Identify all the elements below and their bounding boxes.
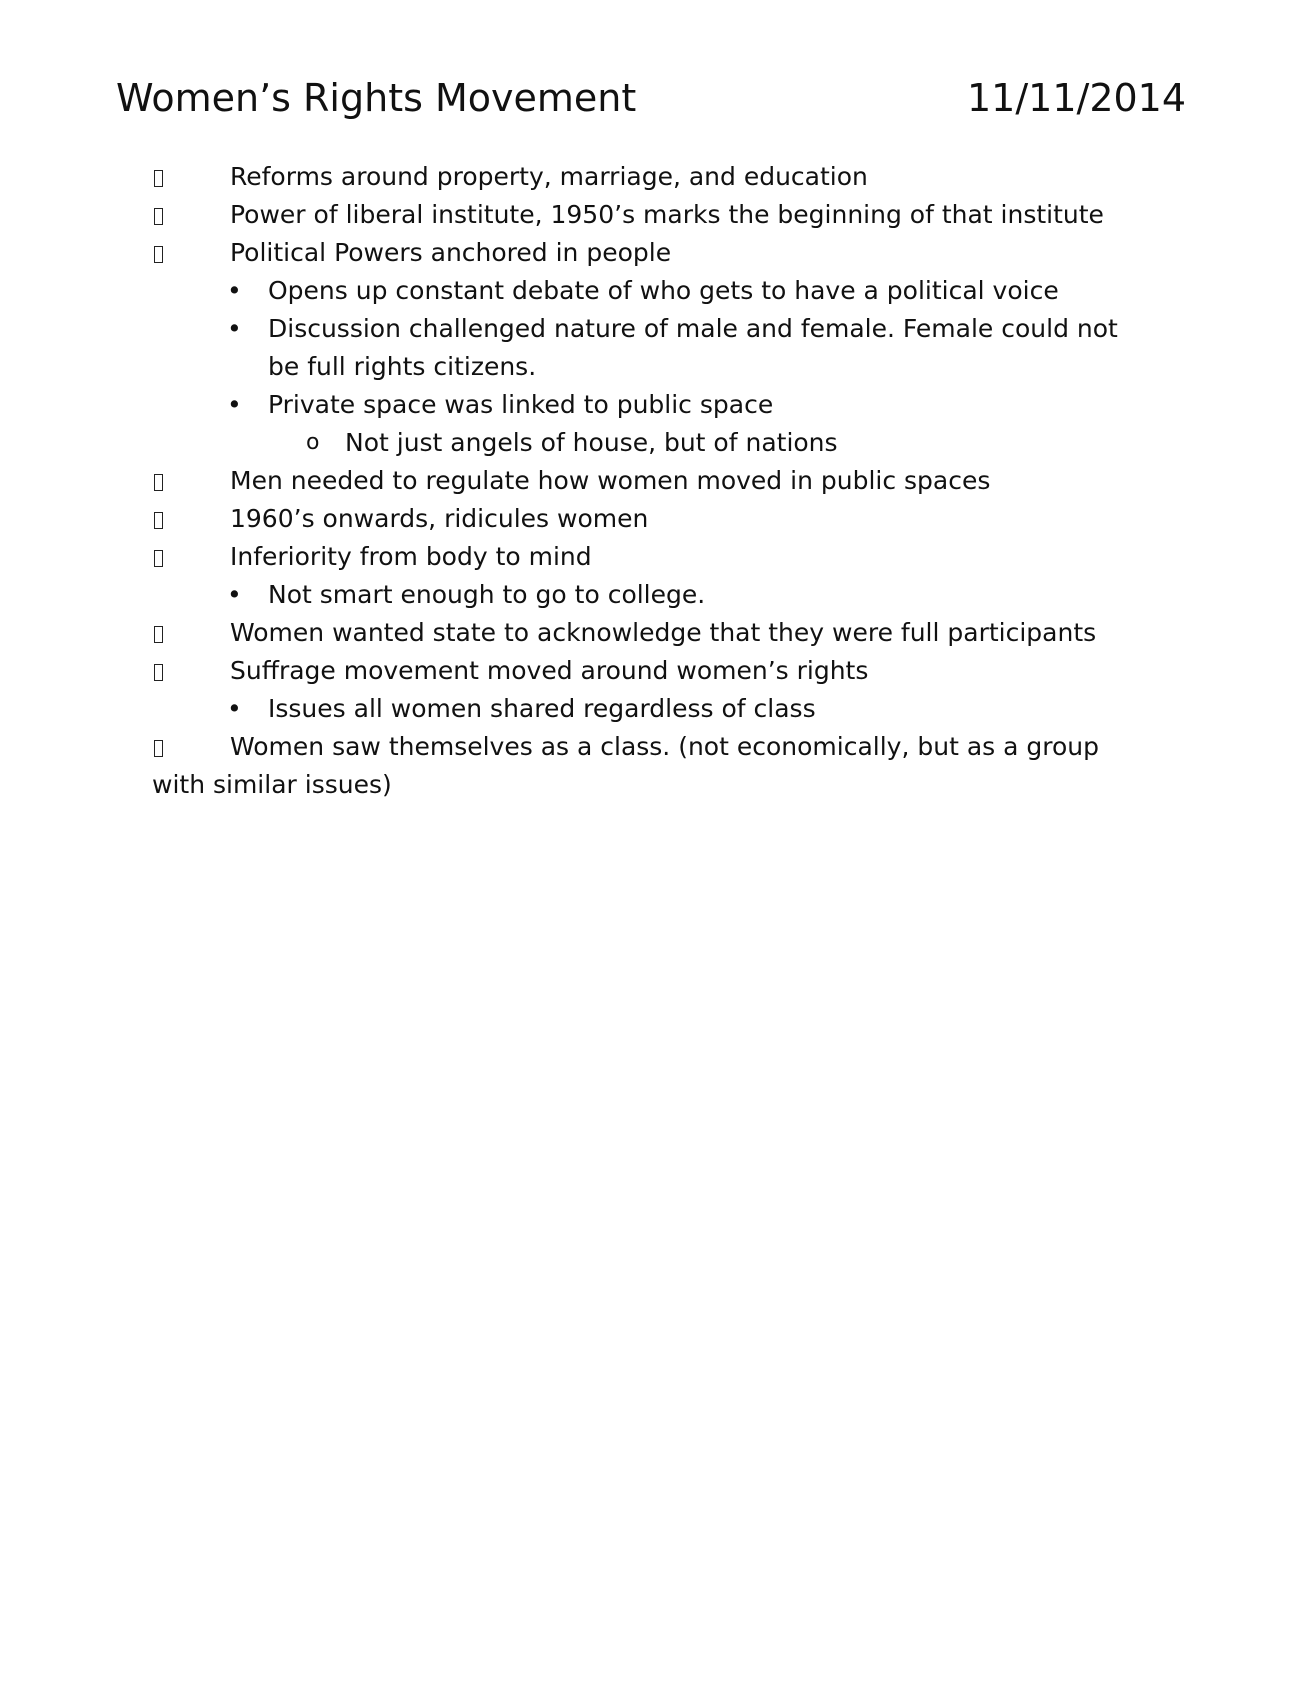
bullet-icon: •: [227, 276, 242, 305]
list-item: 1960’s onwards, ridicules women: [0, 500, 1306, 538]
list-item: Inferiority from body to mind: [0, 538, 1306, 576]
document-date: 11/11/2014: [967, 76, 1187, 120]
notes-list: [0, 158, 1306, 804]
list-item: Power of liberal institute, 1950’s marks the beginning of that institute: [0, 196, 1306, 234]
missing-glyph-icon: [154, 652, 163, 690]
sub-list-item: • Issues all women shared regardless of class: [0, 690, 1306, 728]
missing-glyph-icon: [154, 158, 163, 196]
list-item: Women wanted state to acknowledge that they were full participants: [0, 614, 1306, 652]
list-item: Suffrage movement moved around women’s rights: [0, 652, 1306, 690]
missing-glyph-icon: [154, 614, 163, 652]
bullet-icon: •: [227, 694, 242, 723]
bullet-icon: •: [227, 580, 242, 609]
list-item: Political Powers anchored in people: [0, 234, 1306, 272]
document-title: Women’s Rights Movement: [116, 76, 637, 120]
missing-glyph-icon: [154, 462, 163, 500]
sub-list-item: • Not smart enough to go to college.: [0, 576, 1306, 614]
sub-sub-list-item: o Not just angels of house, but of nations: [0, 424, 1306, 462]
bullet-icon: •: [227, 314, 242, 343]
missing-glyph-icon: [154, 234, 163, 272]
missing-glyph-icon: [154, 196, 163, 234]
list-item: Reforms around property, marriage, and education: [0, 158, 1306, 196]
sub-list-item: • Discussion challenged nature of male and female. Female could not be full rights citizens.: [0, 310, 1306, 386]
sub-list-item: • Opens up constant debate of who gets to have a political voice: [0, 272, 1306, 310]
missing-glyph-icon: [154, 500, 163, 538]
circle-bullet-icon: o: [306, 430, 320, 455]
bullet-icon: •: [227, 390, 242, 419]
sub-list-item: • Private space was linked to public space: [0, 386, 1306, 424]
list-item: Men needed to regulate how women moved in public spaces: [0, 462, 1306, 500]
list-item: Women saw themselves as a class. (not economically, but as a group with similar issues): [0, 728, 1306, 804]
missing-glyph-icon: [154, 538, 163, 576]
